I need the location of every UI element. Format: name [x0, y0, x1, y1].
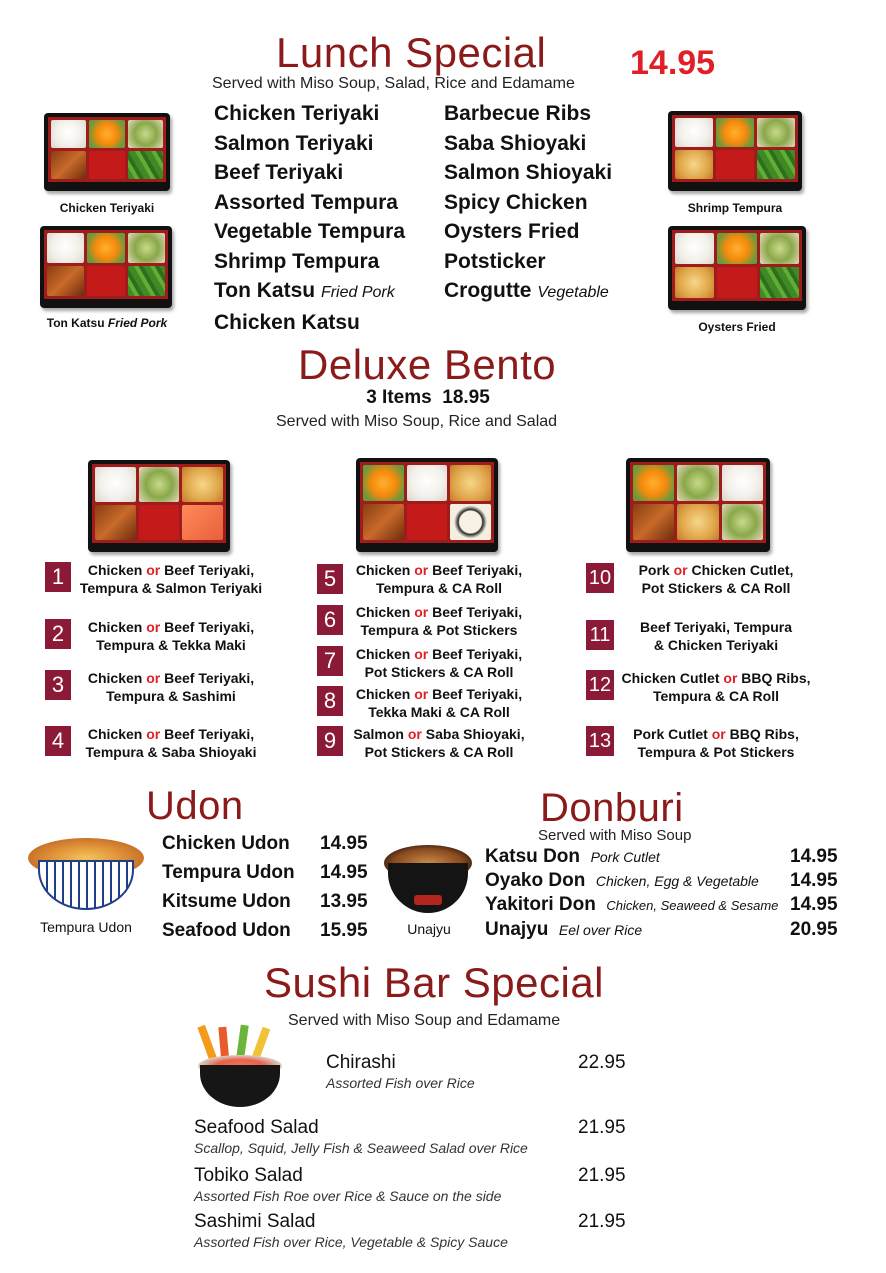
combo-number-5: 5 [317, 564, 343, 594]
lunch-item: Vegetable Tempura [214, 220, 406, 243]
combo-3-description: Chicken or Beef Teriyaki, Tempura & Sashimi [87, 670, 255, 704]
sushi-item-price: 21.95 [578, 1211, 626, 1232]
sushi-item-price: 22.95 [578, 1052, 626, 1073]
udon-item-name: Chicken Udon [162, 833, 290, 854]
lunch-items-col1 [214, 99, 405, 337]
sushi-item-description: Scallop, Squid, Jelly Fish & Seaweed Salad over Rice [194, 1140, 528, 1156]
combo-1-description: Chicken or Beef Teriyaki, Tempura & Salmon Teriyaki [79, 562, 263, 596]
lunch-item: Beef Teriyaki [214, 161, 344, 184]
donburi-item-price: 14.95 [790, 870, 838, 891]
oysters-fried-bento-photo [668, 226, 806, 310]
unajyu-caption: Unajyu [407, 921, 451, 937]
udon-item-name: Tempura Udon [162, 862, 295, 883]
udon-item-name: Kitsume Udon [162, 891, 291, 912]
combo-number-11: 11 [586, 620, 614, 650]
donburi-item: Katsu Don Pork Cutlet [485, 846, 660, 867]
deluxe-bento-photo-1 [88, 460, 230, 552]
deluxe-bento-title: Deluxe Bento [298, 341, 557, 388]
sushi-item-name: Sashimi Salad [194, 1211, 316, 1232]
combo-number-10: 10 [586, 563, 614, 593]
combo-11-description: Beef Teriyaki, Tempura & Chicken Teriyaki [640, 619, 792, 653]
ton-katsu-caption: Ton Katsu Fried Pork [46, 316, 168, 330]
combo-number-9: 9 [317, 726, 343, 756]
lunch-item: Saba Shioyaki [444, 131, 587, 155]
donburi-item-price: 14.95 [790, 894, 838, 915]
lunch-item: Oysters Fried [444, 220, 580, 243]
sushi-item-description: Assorted Fish over Rice [326, 1075, 475, 1091]
donburi-item-price: 20.95 [790, 919, 838, 940]
combo-8-description: Chicken or Beef Teriyaki, Tekka Maki & CA Roll [355, 686, 523, 720]
donburi-item: Yakitori Don Chicken, Seaweed & Sesame [485, 894, 779, 915]
sushi-bar-special-title: Sushi Bar Special [264, 959, 605, 1006]
sushi-item-description: Assorted Fish Roe over Rice & Sauce on the side [194, 1188, 502, 1204]
combo-2-description: Chicken or Beef Teriyaki, Tempura & Tekka Maki [87, 619, 255, 653]
lunch-item: Shrimp Tempura [214, 249, 380, 273]
udon-item-price: 14.95 [320, 862, 368, 883]
combo-number-2: 2 [45, 619, 71, 649]
ton-katsu-bento-photo [40, 226, 172, 308]
combo-number-3: 3 [45, 670, 71, 700]
lunch-special-title: Lunch Special [276, 29, 547, 76]
deluxe-items-price: 3 Items 18.95 [366, 387, 490, 408]
donburi-subtitle: Served with Miso Soup [538, 827, 692, 844]
lunch-item: Chicken Teriyaki [214, 102, 380, 125]
chicken-teriyaki-caption: Chicken Teriyaki [59, 201, 155, 215]
lunch-item: Assorted Tempura [214, 190, 398, 214]
combo-5-description: Chicken or Beef Teriyaki, Tempura & CA Roll [355, 562, 523, 596]
chirashi-photo [198, 1025, 282, 1109]
tempura-udon-caption: Tempura Udon [40, 919, 132, 935]
combo-9-description: Salmon or Saba Shioyaki, Pot Stickers & CA Roll [353, 726, 525, 760]
shrimp-tempura-bento-photo [668, 111, 802, 191]
chicken-teriyaki-bento-photo [44, 113, 170, 191]
lunch-item-note: Fried Pork [320, 284, 395, 301]
sushi-item-name: Chirashi [326, 1052, 396, 1073]
lunch-item: Chicken Katsu [214, 310, 360, 334]
combo-6-description: Chicken or Beef Teriyaki, Tempura & Pot Stickers [355, 604, 523, 638]
combo-12-description: Chicken Cutlet or BBQ Ribs, Tempura & CA Roll [621, 670, 811, 704]
sushi-item-name: Seafood Salad [194, 1117, 319, 1138]
combo-7-description: Chicken or Beef Teriyaki, Pot Stickers & CA Roll [355, 646, 523, 680]
udon-item-price: 14.95 [320, 833, 368, 854]
lunch-item: Ton Katsu Fried Pork [214, 279, 395, 302]
combo-number-12: 12 [586, 670, 614, 700]
donburi-item: Oyako Don Chicken, Egg & Vegetable [485, 870, 759, 891]
sushi-item-description: Assorted Fish over Rice, Vegetable & Spicy Sauce [194, 1234, 508, 1250]
tempura-udon-photo [28, 838, 144, 914]
sushi-item-price: 21.95 [578, 1117, 626, 1138]
combo-number-13: 13 [586, 726, 614, 756]
lunch-item-note: Vegetable [537, 284, 609, 301]
combo-13-description: Pork Cutlet or BBQ Ribs, Tempura & Pot Stickers [633, 726, 799, 760]
deluxe-subtitle: Served with Miso Soup, Rice and Salad [276, 413, 558, 430]
lunch-item: Barbecue Ribs [444, 102, 592, 125]
udon-title: Udon [146, 784, 244, 828]
donburi-item-price: 14.95 [790, 846, 838, 867]
lunch-items-col2 [444, 99, 612, 308]
lunch-item: Potsticker [444, 249, 546, 273]
oysters-fried-caption: Oysters Fried [698, 320, 776, 334]
combo-number-1: 1 [45, 562, 71, 592]
combo-10-description: Pork or Chicken Cutlet, Pot Stickers & CA Roll [638, 562, 794, 596]
udon-item-price: 15.95 [320, 920, 368, 941]
deluxe-bento-photo-3 [626, 458, 770, 552]
combo-number-6: 6 [317, 605, 343, 635]
donburi-item: Unajyu Eel over Rice [485, 919, 643, 940]
shrimp-tempura-caption: Shrimp Tempura [687, 201, 783, 215]
lunch-item: Salmon Teriyaki [214, 131, 374, 155]
combo-number-8: 8 [317, 686, 343, 716]
deluxe-bento-photo-2 [356, 458, 498, 552]
lunch-item: Salmon Shioyaki [444, 161, 613, 184]
sushi-item-name: Tobiko Salad [194, 1165, 303, 1186]
lunch-special-subtitle: Served with Miso Soup, Salad, Rice and Edamame [212, 75, 575, 92]
sushi-bar-subtitle: Served with Miso Soup and Edamame [288, 1012, 561, 1029]
unajyu-photo [384, 845, 472, 915]
combo-number-7: 7 [317, 646, 343, 676]
lunch-item: Spicy Chicken [444, 190, 588, 214]
udon-item-price: 13.95 [320, 891, 368, 912]
lunch-item: Crogutte Vegetable [444, 279, 609, 302]
lunch-special-price: 14.95 [630, 44, 716, 82]
combo-4-description: Chicken or Beef Teriyaki, Tempura & Saba Shioyaki [85, 726, 257, 760]
combo-number-4: 4 [45, 726, 71, 756]
donburi-title: Donburi [540, 786, 684, 830]
udon-item-name: Seafood Udon [162, 920, 291, 941]
sushi-item-price: 21.95 [578, 1165, 626, 1186]
